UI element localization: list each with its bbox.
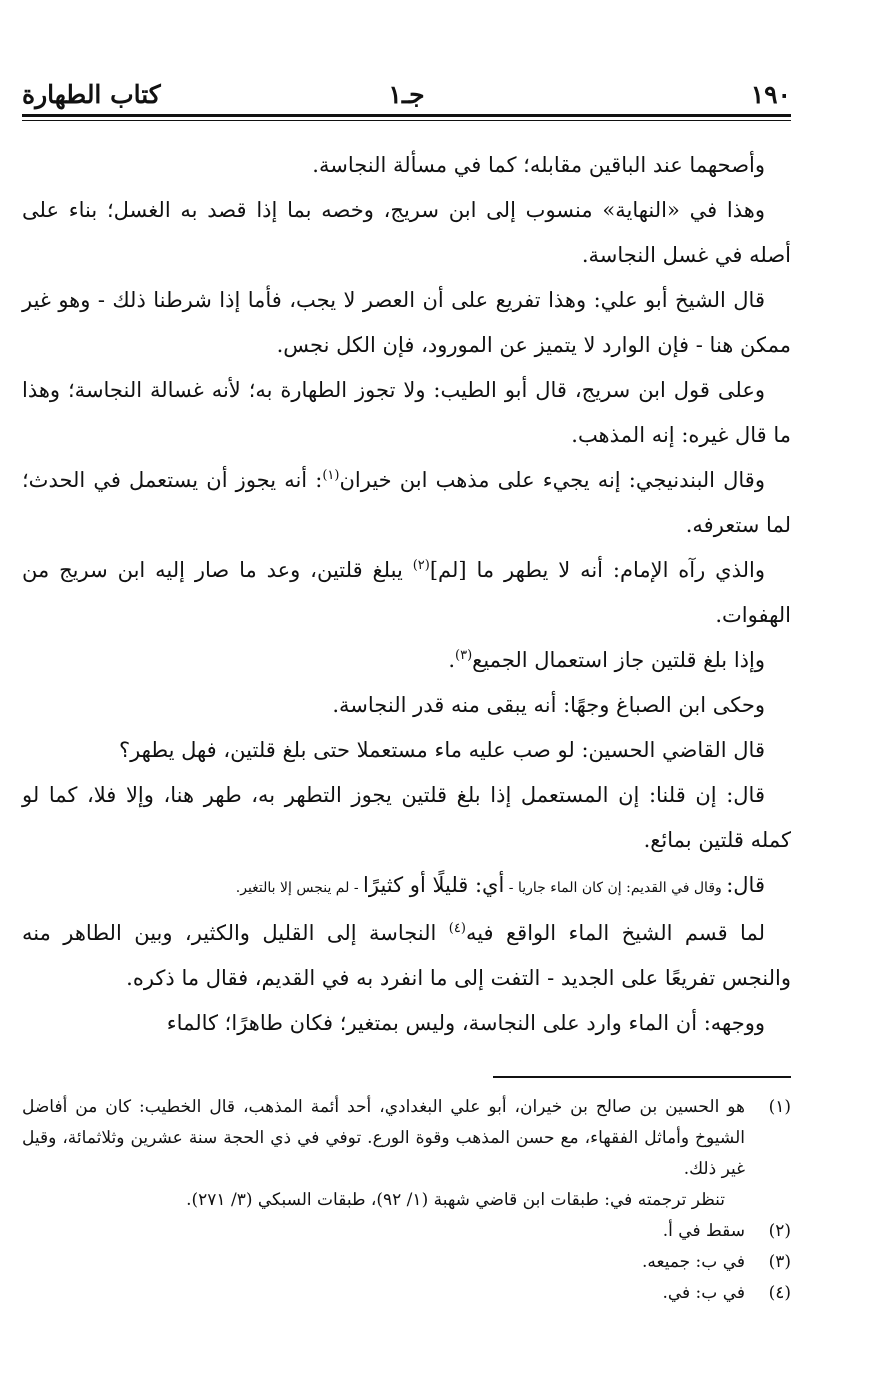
footnote-number: (٢) [768, 1221, 791, 1241]
footnote-number: (٤) [768, 1283, 791, 1303]
paragraph: وهذا في «النهاية» منسوب إلى ابن سريج، وخصه بما إذا قصد به الغسل؛ بناء على أصله في غسل النجاسة. [22, 198, 791, 267]
paragraph: وإذا بلغ قلتين جاز استعمال الجميع$^{(٣)}$. [448, 648, 765, 672]
page-number: ١٩٠ [750, 80, 791, 109]
paragraph: وأصحهما عند الباقين مقابله؛ كما في مسألة النجاسة. [312, 153, 765, 177]
paragraph: ووجهه: أن الماء وارد على النجاسة، وليس بمتغير؛ فكان طاهرًا؛ كالماء [166, 1011, 765, 1035]
header-rule-thin [22, 120, 791, 121]
header-rule-thick [22, 114, 791, 117]
paragraph: قال الشيخ أبو علي: وهذا تفريع على أن العصر لا يجب، فأما إذا شرطنا ذلك - وهو غير ممكن هنا - فإن الوارد لا يتميز عن المورود، فإن الكل نجس. [22, 288, 791, 357]
matn-quote: قال: وقال في القديم: إن كان الماء جاريا - أي: قليلًا أو كثيرًا - لم ينجس إلا بالتغير. [235, 873, 765, 897]
footnote-ref[interactable]: (١) [322, 468, 340, 483]
footnotes [22, 1092, 791, 1309]
main-text [22, 143, 791, 1046]
footnote-separator [493, 1076, 791, 1078]
footnote [22, 1216, 791, 1247]
footnote-text: في ب: في. [662, 1283, 745, 1303]
paragraph: وحكى ابن الصباغ وجهًا: أنه يبقى منه قدر النجاسة. [332, 693, 765, 717]
footnote [22, 1278, 791, 1309]
paragraph: لما قسم الشيخ الماء الواقع فيه$^{(٤)}$ النجاسة إلى القليل والكثير، وبين الطاهر منه والنجس تفريعًا على الجديد - التفت إلى ما انفرد به في القديم، فقال ما ذكره. [22, 921, 791, 990]
paragraph: قال القاضي الحسين: لو صب عليه ماء مستعملا حتى بلغ قلتين، فهل يطهر؟ [118, 738, 765, 762]
book-page [22, 70, 791, 1373]
paragraph: وقال البندنيجي: إنه يجيء على مذهب ابن خيران$^{(١)}$: أنه يجوز أن يستعمل في الحدث؛ لما ستعرفه. [22, 468, 791, 537]
footnote-number: (١) [768, 1097, 791, 1117]
volume-label: جـ١ [388, 80, 425, 109]
footnote-reference: تنظر ترجمته في: طبقات ابن قاضي شهبة (١/ ٩٢)، طبقات السبكي (٣/ ٢٧١). [186, 1190, 725, 1210]
paragraph: وعلى قول ابن سريج، قال أبو الطيب: ولا تجوز الطهارة به؛ لأنه غسالة النجاسة؛ وهذا ما قال غيره: إنه المذهب. [22, 378, 791, 447]
footnote-ref[interactable]: (٣) [455, 648, 473, 663]
paragraph: والذي رآه الإمام: أنه لا يطهر ما [لم]$^{(٢)}$ يبلغ قلتين، وعد ما صار إليه ابن سريج من الهفوات. [22, 558, 791, 627]
book-title: كتاب الطهارة [22, 80, 161, 109]
footnote-ref[interactable]: (٢) [412, 558, 430, 573]
footnote [22, 1247, 791, 1278]
footnote-number: (٣) [768, 1252, 791, 1272]
footnote-ref[interactable]: (٤) [448, 921, 466, 936]
paragraph: قال: إن قلنا: إن المستعمل إذا بلغ قلتين يجوز التطهر به، طهر هنا، وإلا فلا، كما لو كمله قلتين بمائع. [22, 783, 791, 852]
footnote-text: سقط في أ. [662, 1221, 745, 1241]
running-header [22, 70, 791, 112]
footnote-text: في ب: جميعه. [641, 1252, 745, 1272]
footnote-text: هو الحسين بن صالح بن خيران، أبو علي البغدادي، أحد أئمة المذهب، قال الخطيب: كان من أفاضل الشيوخ وأماثل الفقهاء، مع حسن المذهب وقوة الورع. توفي في ذي الحجة سنة عشرين وثلاثمائة، وقيل غير ذلك. تنظر ترجمته في: طبقات ابن قاضي شهبة (١/ ٩٢)، طبقات السبكي (٣/ ٢٧١). [22, 1092, 745, 1216]
footnote [22, 1092, 791, 1216]
